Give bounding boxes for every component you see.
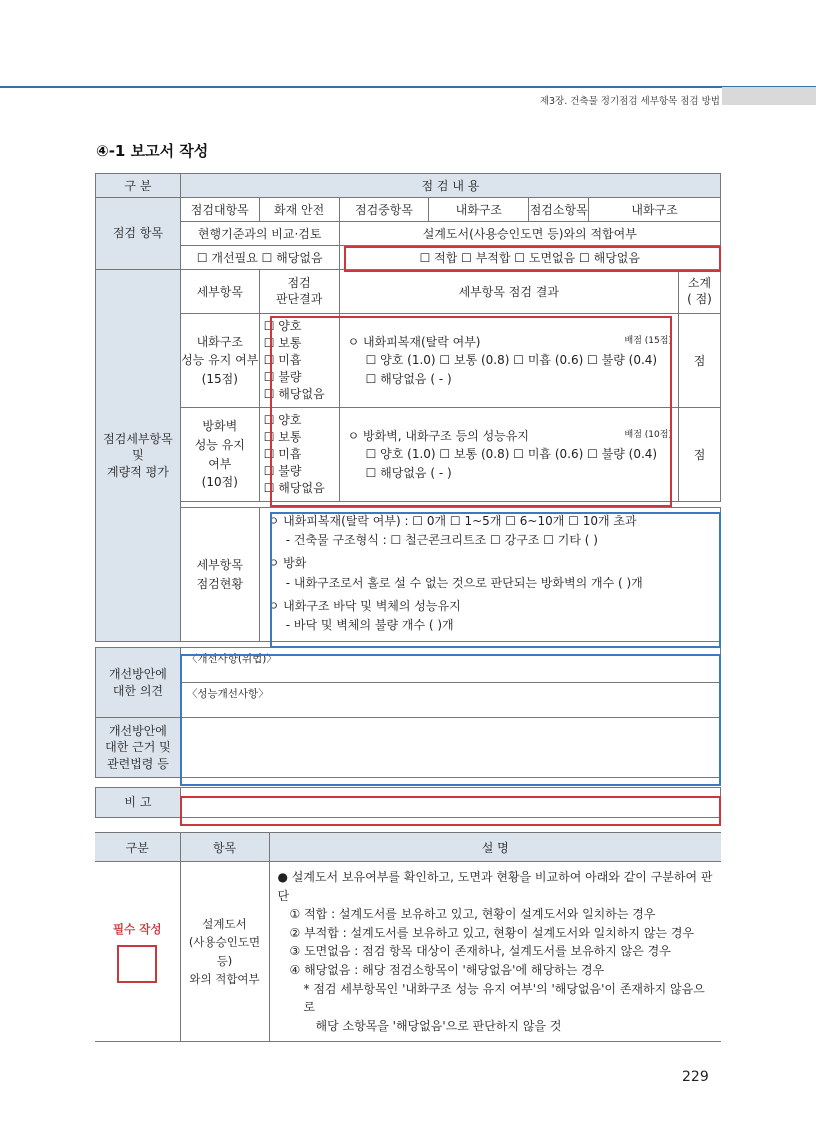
col-subtotal: 소계 ( 점): [678, 270, 720, 314]
col-judge: 점검 판단결과: [259, 270, 339, 314]
required-box: [117, 945, 157, 983]
guide-col-category: 구분: [95, 833, 180, 862]
compare-label: 현행기준과의 비교·검토: [180, 222, 339, 246]
col-item: 세부항목: [180, 270, 259, 314]
result-2[interactable]: 배점 (10점) ㅇ 방화벽, 내화구조 등의 성능유지 ☐ 양호 (1.0) ☐ 보통 (0.8) ☐ 미흡 (0.6) ☐ 불량 (0.4) ☐ 해당없음 ( - ): [339, 408, 678, 502]
header-category: 구 분: [96, 174, 181, 198]
minor-item-label: 점검소항목: [529, 198, 589, 222]
basis-content[interactable]: [180, 718, 720, 778]
inspection-item-label: 점검 항목: [96, 198, 181, 270]
subtotal-2: 점: [678, 408, 720, 502]
section-title: ④-1 보고서 작성: [96, 142, 209, 160]
remarks-content[interactable]: [180, 788, 720, 818]
running-head-tab: [722, 87, 816, 105]
detail-item-1: 내화구조 성능 유지 여부 (15점): [180, 314, 259, 408]
major-item-value: 화재 안전: [259, 198, 339, 222]
subtotal-1: 점: [678, 314, 720, 408]
status-content[interactable]: ㅇ 내화피복재(탈락 여부) : ☐ 0개 ☐ 1~5개 ☐ 6~10개 ☐ 10개 초과 - 건축물 구조형식 : ☐ 철근콘크리트조 ☐ 강구조 ☐ 기타 ( ) ㅇ 방화 - 내화구조로서 홀로 설 수 없는 것으로 판단되는 방화벽의 개수 ( )개 ㅇ 내화구조 바닥 및 벽체의 성능유지 - 바닥 및 벽체의 불량 개수 ( )개: [259, 508, 720, 642]
required-label: 필수 작성: [113, 921, 162, 936]
top-rule: [0, 86, 816, 88]
middle-item-label: 점검중항목: [339, 198, 429, 222]
header-content: 점 검 내 용: [180, 174, 720, 198]
guide-description: ● 설계도서 보유여부를 확인하고, 도면과 현황을 비교하여 아래와 같이 구분하여 판단 ① 적합 : 설계도서를 보유하고 있고, 현황이 설계도서와 일치하는 경우 ② 부적합 : 설계도서를 보유하고 있고, 현황이 설계도서와 일치하지 않는 경우 ③ 도면없음 : 점검 항목 대상이 존재하나, 설계도서를 보유하지 않은 경우 ④ 해당없음 : 해당 점검소항목이 '해당없음'에 해당하는 경우 * 점검 세부항목인 '내화구조 성능 유지 여부'의 '해당없음'이 존재하지 않음으로 해당 소항목을 '해당없음'으로 판단하지 않을 것: [269, 862, 721, 1042]
guide-col-item: 항목: [180, 833, 269, 862]
score-2: 배점 (10점): [624, 429, 672, 440]
design-label: 설계도서(사용승인도면 등)와의 적합여부: [339, 222, 720, 246]
judge-options-1[interactable]: ☐ 양호 ☐ 보통 ☐ 미흡 ☐ 불량 ☐ 해당없음: [259, 314, 339, 408]
page-number: 229: [682, 1069, 709, 1085]
detail-label: 점검세부항목 및 계량적 평가: [96, 270, 181, 642]
guide-col-desc: 설 명: [269, 833, 721, 862]
improvement-label: 개선방안에 대한 의견: [96, 648, 181, 718]
guide-item: 설계도서 (사용승인도면 등) 와의 적합여부: [180, 862, 269, 1042]
compare-options[interactable]: ☐ 개선필요 ☐ 해당없음: [180, 246, 339, 270]
improvement-performance[interactable]: 〈성능개선사항〉: [180, 683, 720, 718]
design-options[interactable]: ☐ 적합 ☐ 부적합 ☐ 도면없음 ☐ 해당없음: [339, 246, 720, 270]
guide-table: [95, 832, 721, 1042]
report-table: [95, 173, 721, 818]
running-head: 제3장. 건축물 정기점검 세부항목 점검 방법: [539, 96, 720, 107]
remarks-label: 비 고: [96, 788, 181, 818]
score-1: 배점 (15점): [624, 335, 672, 346]
status-label: 세부항목 점검현황: [180, 508, 259, 642]
judge-options-2[interactable]: ☐ 양호 ☐ 보통 ☐ 미흡 ☐ 불량 ☐ 해당없음: [259, 408, 339, 502]
minor-item-value: 내화구조: [589, 198, 721, 222]
major-item-label: 점검대항목: [180, 198, 259, 222]
detail-item-2: 방화벽 성능 유지 여부 (10점): [180, 408, 259, 502]
required-cell: [95, 862, 180, 1042]
col-result: 세부항목 점검 결과: [339, 270, 678, 314]
improvement-violation[interactable]: 〈개선사항(위법)〉: [180, 648, 720, 683]
middle-item-value: 내화구조: [429, 198, 529, 222]
basis-label: 개선방안에 대한 근거 및 관련법령 등: [96, 718, 181, 778]
result-1[interactable]: 배점 (15점) ㅇ 내화피복재(탈락 여부) ☐ 양호 (1.0) ☐ 보통 (0.8) ☐ 미흡 (0.6) ☐ 불량 (0.4) ☐ 해당없음 ( - ): [339, 314, 678, 408]
